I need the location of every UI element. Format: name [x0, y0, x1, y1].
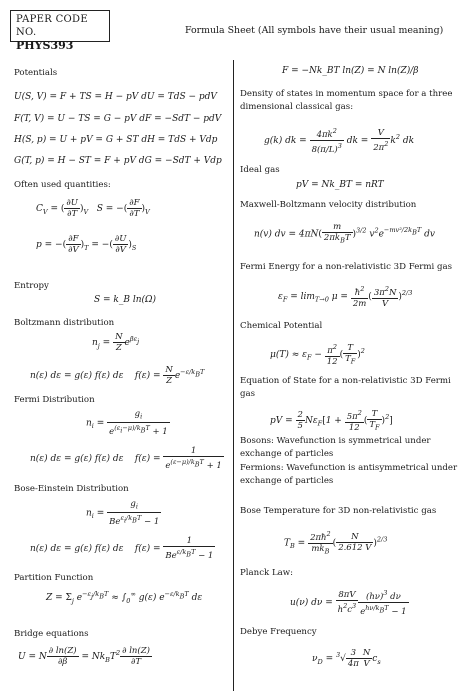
equation-boltzmann-occupation: $n_j$ = $\frac{N}{Z}$ $e^{\beta\varepsilon_j}$ [92, 332, 140, 353]
bose-distribution-heading: Bose-Einstein Distribution [14, 484, 129, 494]
equation-free-energy: F = −Nk_BT ln(Z) = N ln(Z)/β [282, 66, 419, 76]
equation-helmholtz: F(T, V) = U − TS = G − pV dF = −SdT − pdV [14, 114, 222, 124]
maxwell-boltzmann-heading: Maxwell-Boltzmann velocity distribution [240, 200, 417, 210]
bosons-text: Bosons: Wavefunction is symmetrical under exchange of particles [240, 436, 431, 459]
quantities-heading: Often used quantities: [14, 180, 111, 190]
equation-fermi-distribution: n(ε) dε = g(ε) f(ε) dε f(ε) = $\frac{1}{e^{(\varepsilon-\mu)/k_BT} + 1}$ [30, 446, 222, 471]
equation-entropy: S = k_B ln(Ω) [94, 295, 157, 305]
fermi-distribution-heading: Fermi Distribution [14, 395, 95, 405]
right-column [240, 62, 466, 691]
equation-pressure: p = −( $\frac{\partial F}{\partial V}$ )$_T$ = −( $\frac{\partial U}{\partial V}$ )$_S$ [36, 234, 137, 255]
fermi-energy-heading: Fermi Energy for a non-relativistic 3D Fermi gas [240, 262, 453, 272]
equation-heat-capacity-entropy: $C_V$ = ( $\frac{\partial U}{\partial T}$ )$_V$ S = −( $\frac{\partial F}{\partial T}$ )$_V$ [36, 198, 150, 219]
equation-partition-function: $Z = \Sigma_j$ $e^{-\varepsilon_j/k_BT} \approx \int_0^\infty$ g(ε) $e^{-\varepsilon/k_BT}$ dε [46, 590, 203, 605]
left-column [14, 62, 228, 691]
equation-planck-law: u(ν) dν = $\frac{8\pi V}{h^2c^3}$ $\frac{(h\nu)^3 d\nu}{e^{h\nu/k_BT} - 1}$ [290, 589, 407, 617]
equation-bridge: U = N $\frac{\partial \ln(Z)}{\partial\beta}$ = $Nk_BT^2$ $\frac{\partial \ln(Z)}{\partial T}$ [18, 646, 150, 667]
planck-law-heading: Planck Law: [240, 568, 294, 578]
fermions-text: Fermions: Wavefunction is antisymmetrical under exchange of particles [240, 463, 458, 486]
density-of-states-text: Density of states in momentum space for a three dimensional classical gas: [240, 89, 453, 112]
entropy-heading: Entropy [14, 281, 49, 291]
equation-maxwell-boltzmann: n(v) dv = 4πN( $\frac{m}{2\pi k_BT}$ )$^{3/2}$ $v^2e^{-mv^2/2k_BT}$ dv [254, 222, 435, 245]
equation-bose-distribution: n(ε) dε = g(ε) f(ε) dε f(ε) = $\frac{1}{Be^{\varepsilon/k_BT} - 1}$ [30, 536, 214, 561]
equation-gibbs: G(T, p) = H − ST = F + pV dG = −SdT + Vdp [14, 156, 222, 166]
equation-density-of-states: g(k) dk = $\frac{4\pi k^2}{8(\pi/L)^3}$ dk = $\frac{V}{2\pi^2}$ $k^2$ dk [264, 127, 415, 155]
equation-fermi-energy: $\varepsilon_F = \lim_{T\to 0} \mu$ = $\frac{ħ^2}{2m}$ ( $\frac{3\pi^2N}{V}$ )$^{2/3}$ [278, 285, 413, 309]
column-divider [233, 60, 234, 691]
sheet-title: Formula Sheet (All symbols have their usual meaning) [185, 25, 444, 36]
chemical-potential-heading: Chemical Potential [240, 321, 323, 331]
equation-debye-frequency: $\nu_D = ^3√$ $\frac{3}{4\pi}$ $\frac{N}{V}$ $c_s$ [312, 648, 381, 669]
equation-chemical-potential: $\mu(T) \approx \varepsilon_F$ − $\frac{\pi^2}{12}$ ( $\frac{T}{T_F}$ )$^2$ [270, 342, 365, 367]
equation-internal-energy: U(S, V) = F + TS = H − pV dU = TdS − pdV [14, 92, 217, 102]
bose-temperature-heading: Bose Temperature for 3D non-relativistic gas [240, 506, 437, 516]
equation-enthalpy: H(S, p) = U + pV = G + ST dH = TdS + Vdp [14, 135, 218, 145]
equation-of-state: pV = $\frac{2}{5}$ $N\varepsilon_F[1$ + $\frac{5\pi^2}{12}$ ( $\frac{T}{T_F}$ )$^2$] [270, 408, 393, 433]
equation-bose-occupation: $n_i$ = $\frac{g_i}{Be^{\varepsilon_i/k_BT} - 1}$ [86, 499, 160, 527]
equation-bose-temperature: $T_B$ = $\frac{2\pi ħ^2}{mk_B}$ ( $\frac{N}{2.612 V}$ )$^{2/3}$ [284, 530, 388, 556]
equation-of-state-heading: Equation of State for a non-relativistic 3D Fermi gas [240, 376, 451, 399]
equation-boltzmann-distribution: n(ε) dε = g(ε) f(ε) dε f(ε) = $\frac{N}{Z}$ $e^{-\varepsilon/k_BT}$ [30, 365, 205, 386]
bridge-equations-heading: Bridge equations [14, 629, 89, 639]
paper-code-label: PAPER CODE NO. [16, 14, 88, 38]
equation-fermi-occupation: $n_i$ = $\frac{g_i}{e^{(\varepsilon_i-\mu)/k_BT} + 1}$ [86, 409, 168, 437]
paper-code-box [10, 10, 110, 52]
ideal-gas-heading: Ideal gas [240, 165, 280, 175]
debye-frequency-heading: Debye Frequency [240, 627, 317, 637]
partition-function-heading: Partition Function [14, 573, 94, 583]
boltzmann-heading: Boltzmann distribution [14, 318, 115, 328]
paper-code: PHYS393 [16, 39, 74, 52]
potentials-heading: Potentials [14, 68, 58, 78]
equation-ideal-gas: pV = Nk_BT = nRT [296, 180, 384, 190]
